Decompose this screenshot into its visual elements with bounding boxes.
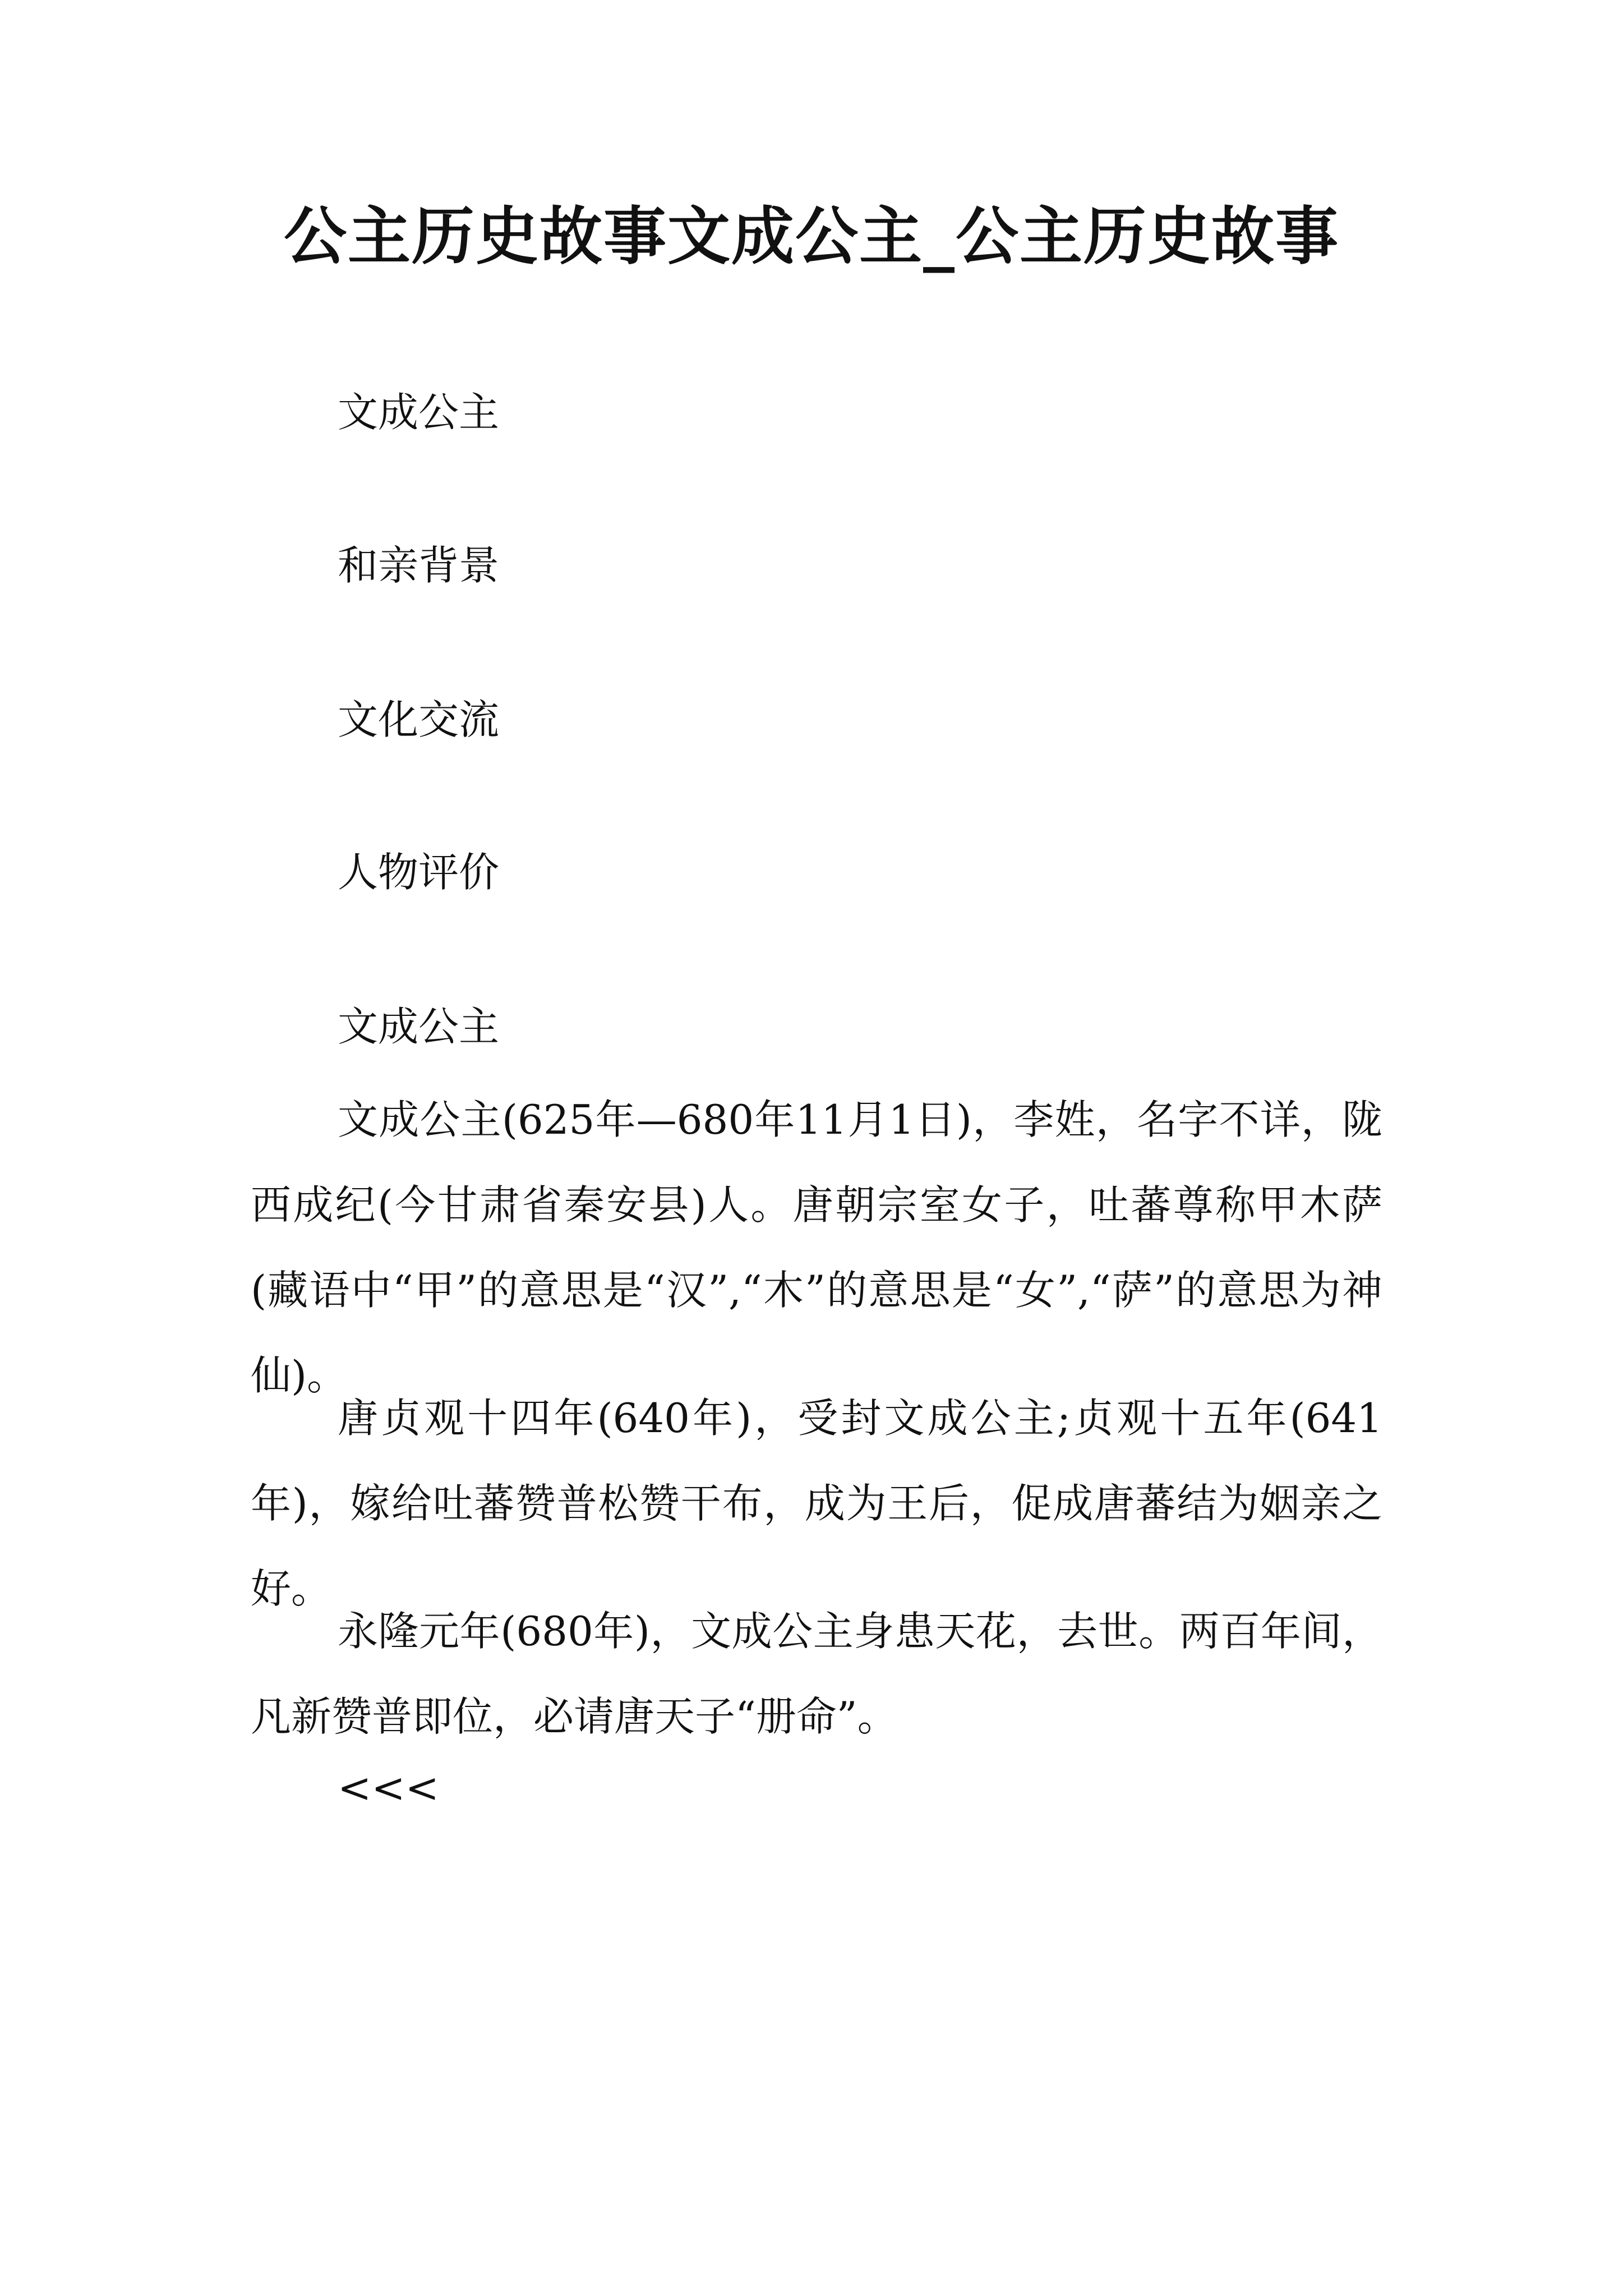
toc-item-wencheng: 文成公主 — [338, 389, 500, 436]
continuation-mark: <<< — [338, 1764, 439, 1811]
paragraph-marriage: 唐贞观十四年(640年)，受封文成公主;贞观十五年(641年)，嫁给吐蕃赞普松赞干布，成为王后，促成唐蕃结为姻亲之好。 — [251, 1395, 1382, 1612]
paragraph-death: 永隆元年(680年)，文成公主身患天花，去世。两百年间，凡新赞普即位，必请唐天子“册命”。 — [251, 1608, 1382, 1740]
toc-item-evaluation: 人物评价 — [338, 849, 500, 896]
toc-item-culture: 文化交流 — [338, 696, 500, 743]
document-title: 公主历史故事文成公主_公主历史故事 — [284, 200, 1339, 273]
section-heading: 文成公主 — [338, 1003, 500, 1050]
paragraph-biography: 文成公主(625年—680年11月1日)，李姓，名字不详，陇西成纪(今甘肃省秦安县)人。唐朝宗室女子，吐蕃尊称甲木萨(藏语中“甲”的意思是“汉”,“木”的意思是“女”,“萨”的意思为神仙)。 — [251, 1096, 1382, 1399]
toc-item-background: 和亲背景 — [338, 542, 500, 589]
